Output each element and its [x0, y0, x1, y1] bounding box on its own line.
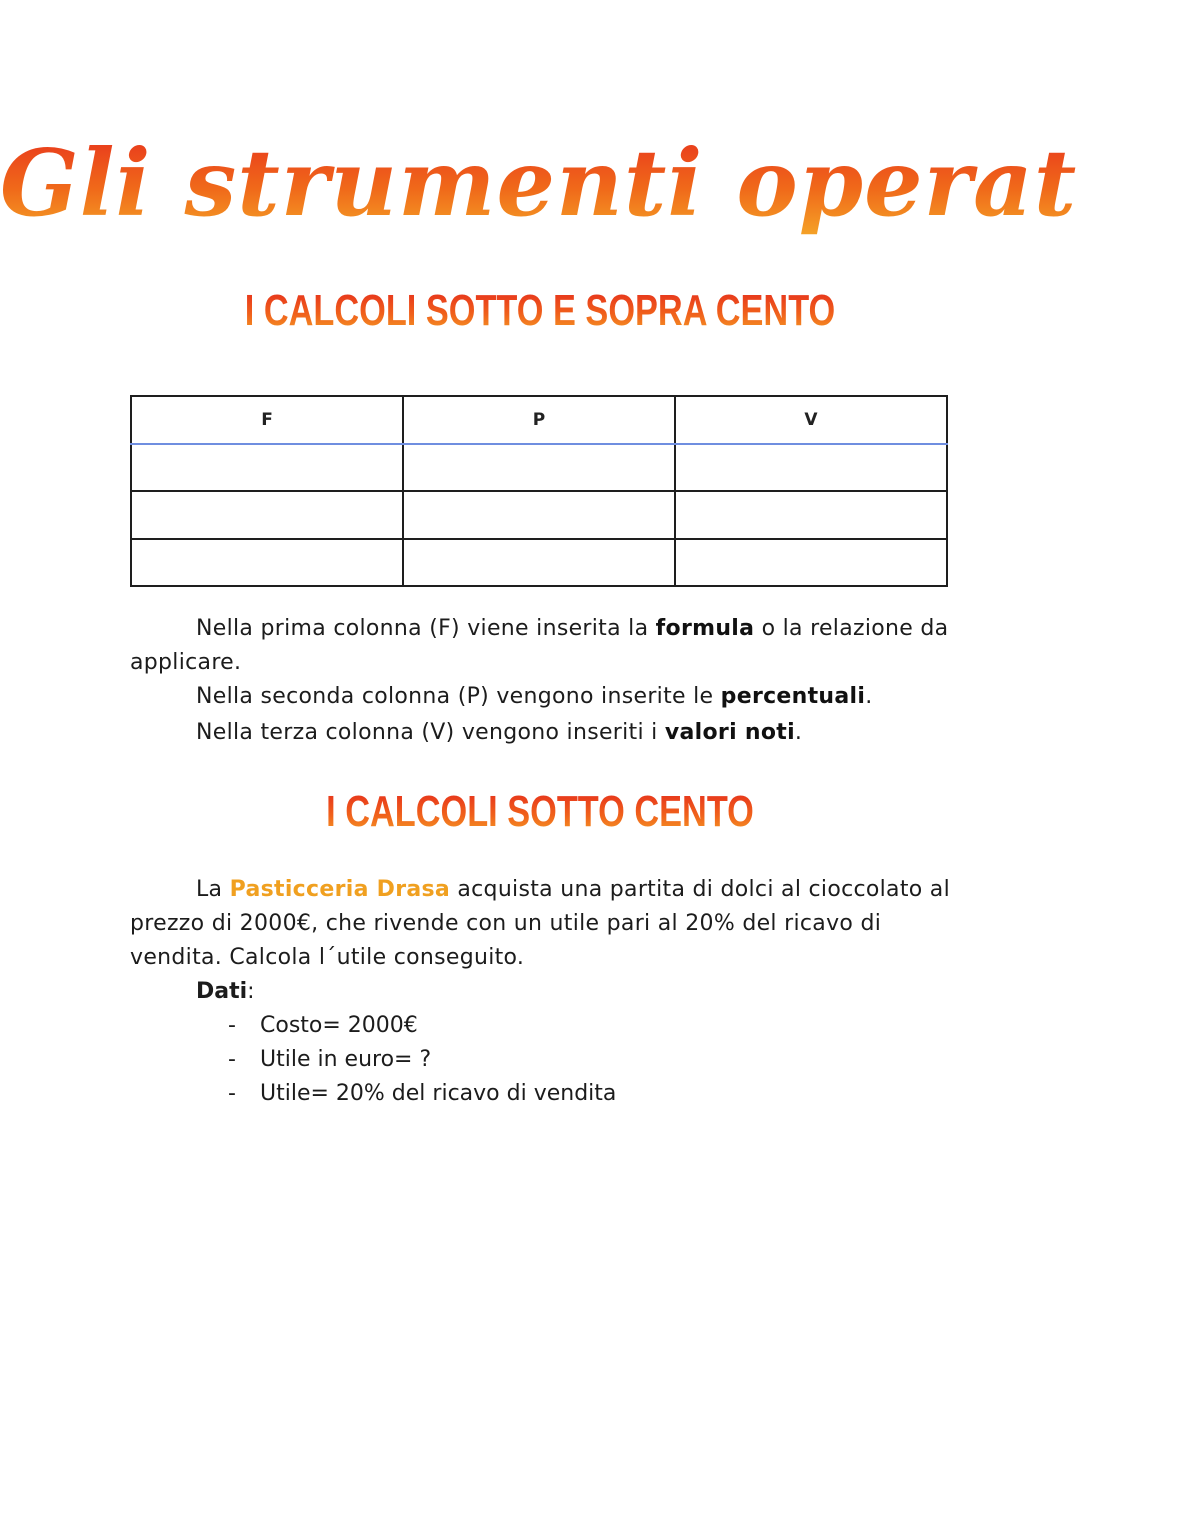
table-row [131, 539, 947, 586]
text: acquista una partita di dolci al cioccolato al prezzo di 2000€, che rivende con un utile pari al 20% del ricavo di vendita. Calcola l´utile conseguito. [130, 877, 951, 970]
paragraph-first-column [130, 612, 950, 680]
text: Nella terza colonna (V) vengono inseriti i [196, 720, 665, 745]
list-item [228, 1077, 616, 1111]
bold-term-valori-noti: valori noti [664, 720, 795, 745]
text: Nella seconda colonna (P) vengono inserite le [196, 684, 721, 709]
paragraph-second-column [130, 680, 950, 714]
brand-name: Pasticceria Drasa [229, 877, 451, 902]
paragraph-third-column [130, 716, 950, 750]
table-header-p: P [403, 396, 675, 444]
list-item-text: Costo= 2000€ [260, 1013, 418, 1038]
table-cell [403, 491, 675, 538]
table-cell [131, 444, 403, 491]
list-item [228, 1043, 616, 1077]
dati-label [196, 975, 255, 1009]
dati-label-colon: : [247, 979, 255, 1004]
table-header-f: F [131, 396, 403, 444]
dash-bullet: - [228, 1081, 236, 1106]
page-title: Gli strumenti operativi [0, 118, 1080, 248]
table-cell [675, 444, 947, 491]
text: . [865, 684, 873, 709]
text: La [196, 877, 230, 902]
list-item-text: Utile in euro= ? [260, 1047, 432, 1072]
table-cell [131, 539, 403, 586]
bold-term-percentuali: percentuali [720, 684, 866, 709]
table-cell [403, 444, 675, 491]
problem-statement [130, 873, 950, 975]
dati-list [228, 1009, 616, 1111]
table-row [131, 444, 947, 491]
table-cell [403, 539, 675, 586]
text: . [794, 720, 803, 745]
table-cell [675, 491, 947, 538]
section-title-sotto-sopra-cento: I CALCOLI SOTTO E SOPRA CENTO [119, 283, 961, 339]
table-cell [675, 539, 947, 586]
fpv-table [130, 395, 948, 587]
dash-bullet: - [228, 1013, 236, 1038]
table-cell [131, 491, 403, 538]
bold-term-formula: formula [655, 616, 755, 641]
dati-label-text: Dati [196, 979, 248, 1004]
list-item-text: Utile= 20% del ricavo di vendita [260, 1081, 617, 1106]
table-row [131, 491, 947, 538]
table-header-row [131, 396, 947, 444]
text: o la relazione da applicare. [130, 616, 949, 675]
text: Nella prima colonna (F) viene inserita la [196, 616, 656, 641]
section-title-sotto-cento: I CALCOLI SOTTO CENTO [119, 784, 961, 840]
dash-bullet: - [228, 1047, 236, 1072]
list-item [228, 1009, 616, 1043]
table-header-v: V [675, 396, 947, 444]
